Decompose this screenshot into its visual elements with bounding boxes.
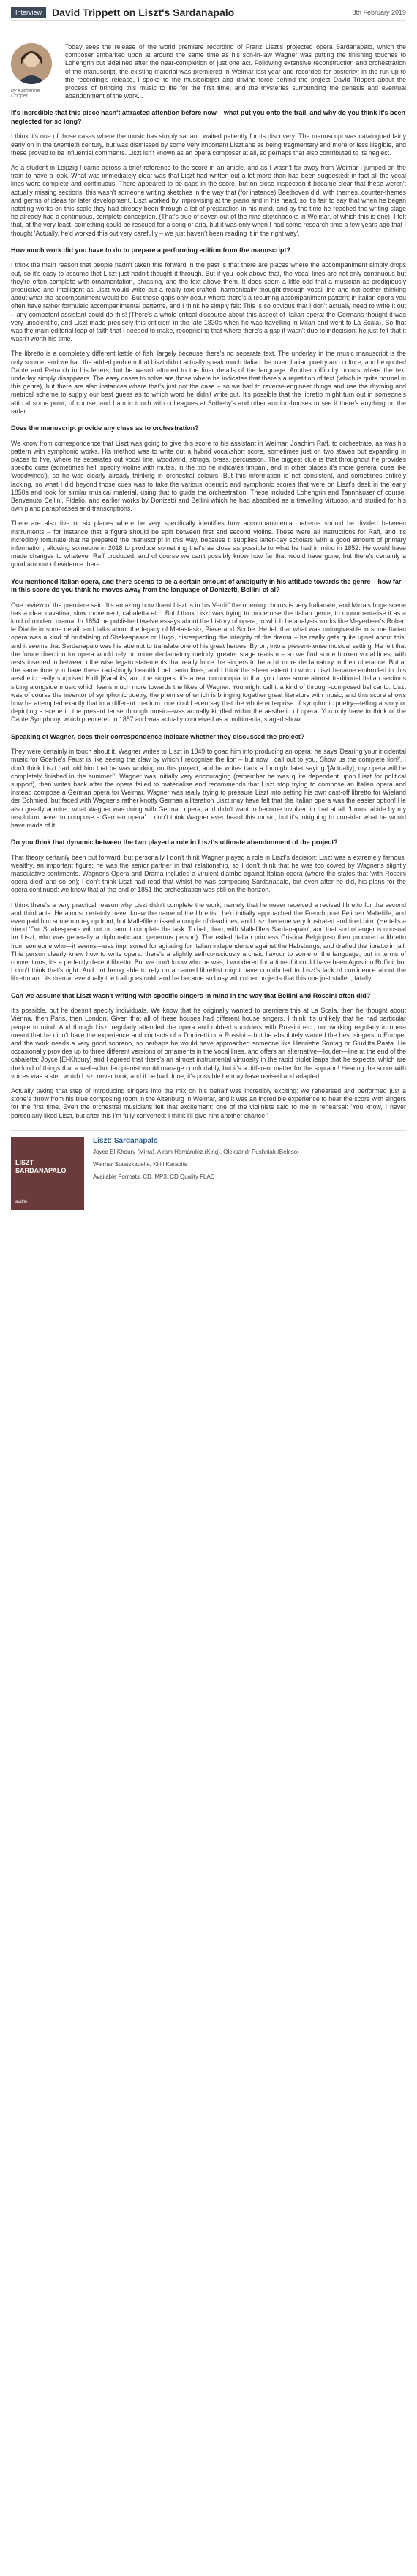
question: You mentioned Italian opera, and there seems to be a certain amount of ambiguity in his attitude towards the genre – how far in this score do you think he moves away from the language of Donizetti, Bellini et al? — [11, 577, 402, 594]
category-tag[interactable]: Interview — [11, 7, 46, 18]
cover-label: audite — [15, 1199, 28, 1204]
author-photo — [11, 43, 52, 84]
article-header — [11, 4, 406, 21]
answer: There are also five or six places where he very specifically identifies how accompanimental patterns should be divided between instruments – for instance that a figure should be split between first and second violins. These were all instructions for Raff, and it's incredibly fortunate that he prepared the manuscript in this way, because it supplies latter-day scholars with a good amount of primary information, allowing someone in 2018 to produce something that's as close as possible to what he had in mind in 1852. He would have made changes to whatever Raff produced, and of course we can't possibly know how far that would have gone, but there's certainly a good amount of evidence there. — [11, 519, 406, 568]
answer: That theory certainly been put forward, but personally I don't think Wagner played a role in Liszt's decision: Liszt was a extremely famous, wealthy, an important figure; he was the senior partner in that relationship, so I don't think that he was too cowed by Wagner's slightly masculative sentiments. Wagner's Opera and Drama included a virulent diatribe against Italian opera (where the states that 'with Rossini opera died' and so on); I don't think Liszt had read that whilst he was composing Sardanapalo, but even after he did, his plans for the opera continued: we know that at the end of 1851 the orchestration was still on the horizon. — [11, 853, 406, 894]
album-cover[interactable] — [11, 1137, 84, 1210]
album-title-link[interactable]: Liszt: Sardanapalo — [93, 1136, 158, 1145]
answer: The libretto is a completely different kettle of fish, largely because there's no separate text. The underlay in the music manuscript is the only source, and we had the added problem that Liszt didn't actually speak much Italian: he loved Italian poetry and culture, and he quoted Dante and Petrarch in his letters, but he wasn't attuned to the finer details of the language. Another difficulty occurs where the text underlay simply disappears. The easy cases to solve are those where he indicates that there's a repetition of text (which is quite normal in this genre), but there are also instances where that's just not the case – so we had to reverse-engineer things and use the rhyming and metrical scheme to supply our best guess as to which word he didn't write out. It's possible that the libretto might turn out in someone's attic at some point, of course, and I am in touch with colleagues at Sotheby's and other auction-houses to see if there's anything on the radar... — [11, 350, 406, 415]
question: How much work did you have to do to prepare a performing edition from the manuscript? — [11, 246, 291, 254]
author-block — [11, 43, 58, 100]
answer: Actually taking that step of introducing singers into the mix on his behalf was incredibly exciting: we rehearsed and performed just a stone's throw from his blue composing room in the Altenburg in Weimar, and it was an incredible experience to hear the score with singers for the first time. Even the orchestral musicians felt that excitement: one of the violinists said to me in rehearsal: 'You know, I never particularly liked Liszt, but after this I'm fully converted: I think I'll give him another chance!' — [11, 1087, 406, 1119]
album-details — [93, 1137, 299, 1210]
intro — [11, 43, 406, 100]
answer: One review of the premiere said 'It's amazing how fluent Liszt is in his Verdi!' the opening chorus is very Italianate, and Mirra's huge scene has a clear cavatina, slow movement, cabaletta etc.. But I think Liszt was trying to modernise the Italian genre, to monumentalise it as a kind of modern drama. In 1854 he published twelve essays about the history of opera, in which he analysis works like Meyerbeer's Robert le Diable in some detail, and talks about the legacy of Metastasio, Piave and Scribe. He felt that what was unforgiveable in some Italian opera was a kind of brutalising of Shakespeare or Hugo, disrespecting the integrity of the drama – he really gets quite upset about this, and it seems that Sardanapalo was his attempt to translate one of his great heroes, Byron, into a present-tense musical setting. He felt that the future direction for opera would rely on more declamatory melody, greater stage realism – so we find some broken vocal lines, with rests inserted in between otherwise legato statements that really force the singers to be a bit more declamatory in their utterance. But at the same time you have these ravishingly beautiful bel canto lines, and I think the sheer extent to which Liszt became embroiled in this aesthetic really surprised Kirill [Karabits] and the singers: it's a real cornucopia in that you have some almost traditional Italian sections sitting alongside music which leans much more towards the likes of Wagner. You might call it a kind of through-composed bel canto. Liszt was of course the inventor of symphonic poetry, the premise of which is bringing together great literature with music, and this score shows how he attempted exactly that in a different medium: one could even say that the whole enterprise of symphonic poetry—telling a story or depicting a scene in the present tense through music—was actually kindled within the aesthetic of opera. You only have to think of the Dante Symphony, which premiered in 1857 and was actually conceived as a multimedia, staged show. — [11, 601, 406, 724]
intro-paragraph: Today sees the release of the world premiere recording of Franz Liszt's projected opera Sardanapalo, which the composer embarked upon at around the same time as his son-in-law Wagner was putting the finishing touches to Lohengrin but sidelined after the near-completion of just one act. Following extensive reconstruction and orchestration of the manuscript, the existing material was premiered in Weimar last year and recorded for posterity; in the run-up to the recording's release, I spoke to the musicologist and driving force behind the project David Trippett about the process of bringing this music to life for the first time, and the mysteries surrounding the genesis and eventual abandonment of the work... — [65, 43, 406, 100]
cover-title: LISZT SARDANAPALO — [15, 1158, 67, 1174]
album-performers: Joyce El-Khoury (Mirra), Airam Hernández (King), Oleksandr Pushniak (Beleso) — [93, 1148, 299, 1155]
avatar — [11, 43, 52, 84]
album-info — [11, 1130, 406, 1210]
question: Speaking of Wagner, does their correspondence indicate whether they discussed the project? — [11, 732, 305, 740]
byline: by Katherine Cooper — [11, 89, 40, 99]
question: Can we assume that Liszt wasn't writing with specific singers in mind in the way that Bellini and Rossini often did? — [11, 991, 371, 999]
album-formats: Available Formats: CD, MP3, CD Quality FLAC — [93, 1173, 215, 1180]
answer: I think the main reason that people hadn't taken this forward in the past is that there are places where the accompaniment simply drops out, so it's easy to assume that Liszt just hadn't thought it through. But if you look above that, the vocal lines are not only continuous but they're often complete with ornamentation, phrasing, and the text above them. It does seem a little odd that a musician as prodigiously productive and intelligent as Liszt would write out a really text-crafted, harmonically thought-through vocal line and not bother thinking about what the accompaniment would be. But these gaps only occur where there's a recurring accompaniment pattern; in Italian opera you often have rather formulaic accompanimental patterns, and I think he simply felt: This is so obvious that I don't actually need to write it out – any competent assistant could do this! (There's a whole critical discourse about this aspect of Italian opera: the Germans thought it was very unscientific, and Liszt made precisely this criticism in the late 1830s when he was travelling in Milan and went to La Scala). So that was the main editorial leap of faith that I needed to make, recognising that where there's a gap it wasn't due to indecision: he just felt that it wasn't worth his time. — [11, 261, 406, 343]
answer: As a student in Leipzig I came across a brief reference to the score in an article, and as I wasn't far away from Weimar I jumped on the train to have a look. What was immediately clear was that Liszt had written out a lot more than had been suggested: in fact all the vocal lines were complete and continuous. There appeared to be gaps in the score, but on close inspection it became clear that these weren't actually missing sections: this wasn't someone writing sketches in the way that (for instance) Beethoven did, with themes, counter-themes and germs of ideas for later development. Liszt worked by improvising at the piano and in his head, so it's fair to say that when he began notating works on this scale they had already been through a lot of preparation in his mind, and by the time he reached the writing stage he already had a continuous, complete conception. (That's true of seven out of the nine sketchbooks in Weimar, of which this is one). I felt that, at the very least, something could be rescued for a song or aria, but it was only when I had some research time a few years ago that I thought 'Actually, he'd worked this out very carefully – we just haven't been reading it in the right way'. — [11, 164, 406, 237]
album-ensemble: Weimar Staatskapelle, Kirill Karabits — [93, 1160, 187, 1168]
question: Does the manuscript provide any clues as to orchestration? — [11, 424, 199, 432]
article-date: 8th February 2019 — [352, 9, 406, 16]
answer: I think there's a very practical reason why Liszt didn't complete the work, namely that he never received a revised libretto for the second and third acts. He almost certainly never knew the name of the librettist; he'd initially approached the French poet Félicien Mallefille, and even paid him some money up front, but Mallefille missed a couple of deadlines, and Liszt became very frustrated and fired him. (He tells a friend 'Our Shakespeare will not or cannot complete the task. To hell, then, with Mallefille's Sardanapalo', and that sort of anger is unusual for Liszt, who was generally a diplomatic and generous person). The exiled Italian princess Cristina Belgiojoso then procured a libretto from someone who—it seems—was imprisoned for agitating for Italian independence against the Habsburgs, and drafted the libretto in jail. This person clearly knew how to write opera: there's a slightly self-consciously archaic flavour to some of the language, but in terms of conventions, it's a perfectly decent libretto. But we don't know who he was; I wondered for a time if it could have been Agostino Ruffini, but I don't think that's right. And not being able to rely on a named librettist might have contributed to Liszt's lack of confidence about the libretto and its drama; eventually the trail goes cold, and he became so busy with other projects that this one just stalled, fatally. — [11, 901, 406, 983]
article-title: David Trippett on Liszt's Sardanapalo — [52, 7, 235, 18]
answer: We know from correspondence that Liszt was going to give this score to his assistant in Weimar, Joachim Raff, to orchestrate, as was his pattern with symphonic works. His method was to write out a hybrid vocal/short score, sometimes just on two staves but expanding in places to five, where he separates out vocal line, woodwind, strings, brass, percussion. The biggest clue is that throughout he provides specific cues (sometimes he'll specify violins with mutes, in the trio he indicates timpani, and in other places it's more general cues like 'woodwinds'), so he was clearly already thinking in orchestral colours. But this information is not consistent, and sometimes entirely lacking, so what I did beyond those cues was to take the various operatic and symphonic scores that were on Liszt's desk in the early 1850s and look for similar musical material, using that to guide the orchestration. These included Lohengrin and Tannhäuser of course, Benvenuto Cellini, Fidelio, and earlier works by Donizetti and Bellini which he had absorbed as a travelling virtuoso, and studied for his own piano paraphrases and transcriptions. — [11, 439, 406, 513]
question: It's incredible that this piece hasn't attracted attention before now – what put you onto the trail, and why do you think it's been neglected for so long? — [11, 109, 405, 125]
answer: I think it's one of those cases where the music has simply sat and waited patiently for its discovery! The manuscript was catalogued fairly early on in the twentieth century, but was dismissed by some very important Lisztians as being fragmentary and more or less illegible, and these proved to be influential comments. Liszt isn't known as an opera composer at all, so perhaps that also contributed to its neglect. — [11, 132, 406, 157]
answer: It's possible, but he doesn't specify individuals. We know that he originally wanted to premiere this at La Scala, then he thought about Vienna, then Paris, then London. Given that all of these houses had different house singers, I think it's unlikely that he had particular people in mind. And though Liszt regularly attended the opera and rubbed shoulders with Rossini etc., not working regularly in opera meant that he didn't have the experience and contacts of a Donizetti or a Rossini – but he absolutely wanted the best singers in Europe, and the work needs a very good soprano, so perhaps he would have approached someone like Henriette Sontag or Giuditta Pasta. He occasionally provides up to three different versions of ornaments in the vocal lines, and offers an alternative—louder—line at the end of the cabaletta: Joyce [El-Khoury] and I agreed that there's an almost instrumental virtuosity in the rapid triplet leaps that he expects, which are the kind of things that a well-schooled pianist would manage comfortably, but it's a different matter for the soprano! Hearing the score with voices was a step which Liszt never took, and if he had done, it's possible he may have revised and adapted. — [11, 1007, 406, 1080]
article — [11, 4, 406, 1210]
answer: They were certainly in touch about it. Wagner writes to Liszt in 1849 to goad him into producing an opera: he says 'Dearing your incidental music for Goethe's Faust is like seeing the claw by which I recognise the lion – but now I call out to you, Show us the complete lion!'. I don't think Liszt had told him that he was working on this project, and he writes back a fortnight later saying '[Actually], my opera will be completely finished in the summer!'. Wagner was initially very encouraging (remember he was quite dependent upon Liszt for political support), then writes back after the opera failed to materialise and recommends that Liszt stop trying to compose an Italian opera and instead compose a German opera for Weimar. Wagner was really trying to pressure Liszt into setting his own cast-off libretto for Wieland der Schmied, but faced with Wagner's rather knotty German alliteration Liszt may have felt that the Italian opera was the easier option! He also greatly admired what Wagner was doing with German opera, and didn't want to become involved in that at all: 'I must abide by my resolution never to compose a German opera'. I don't think Wagner ever heard this music, but it's intriguing to consider what he would have made of it. — [11, 748, 406, 829]
question: Do you think that dynamic between the two played a role in Liszt's ultimate abandonment of the project? — [11, 838, 338, 846]
